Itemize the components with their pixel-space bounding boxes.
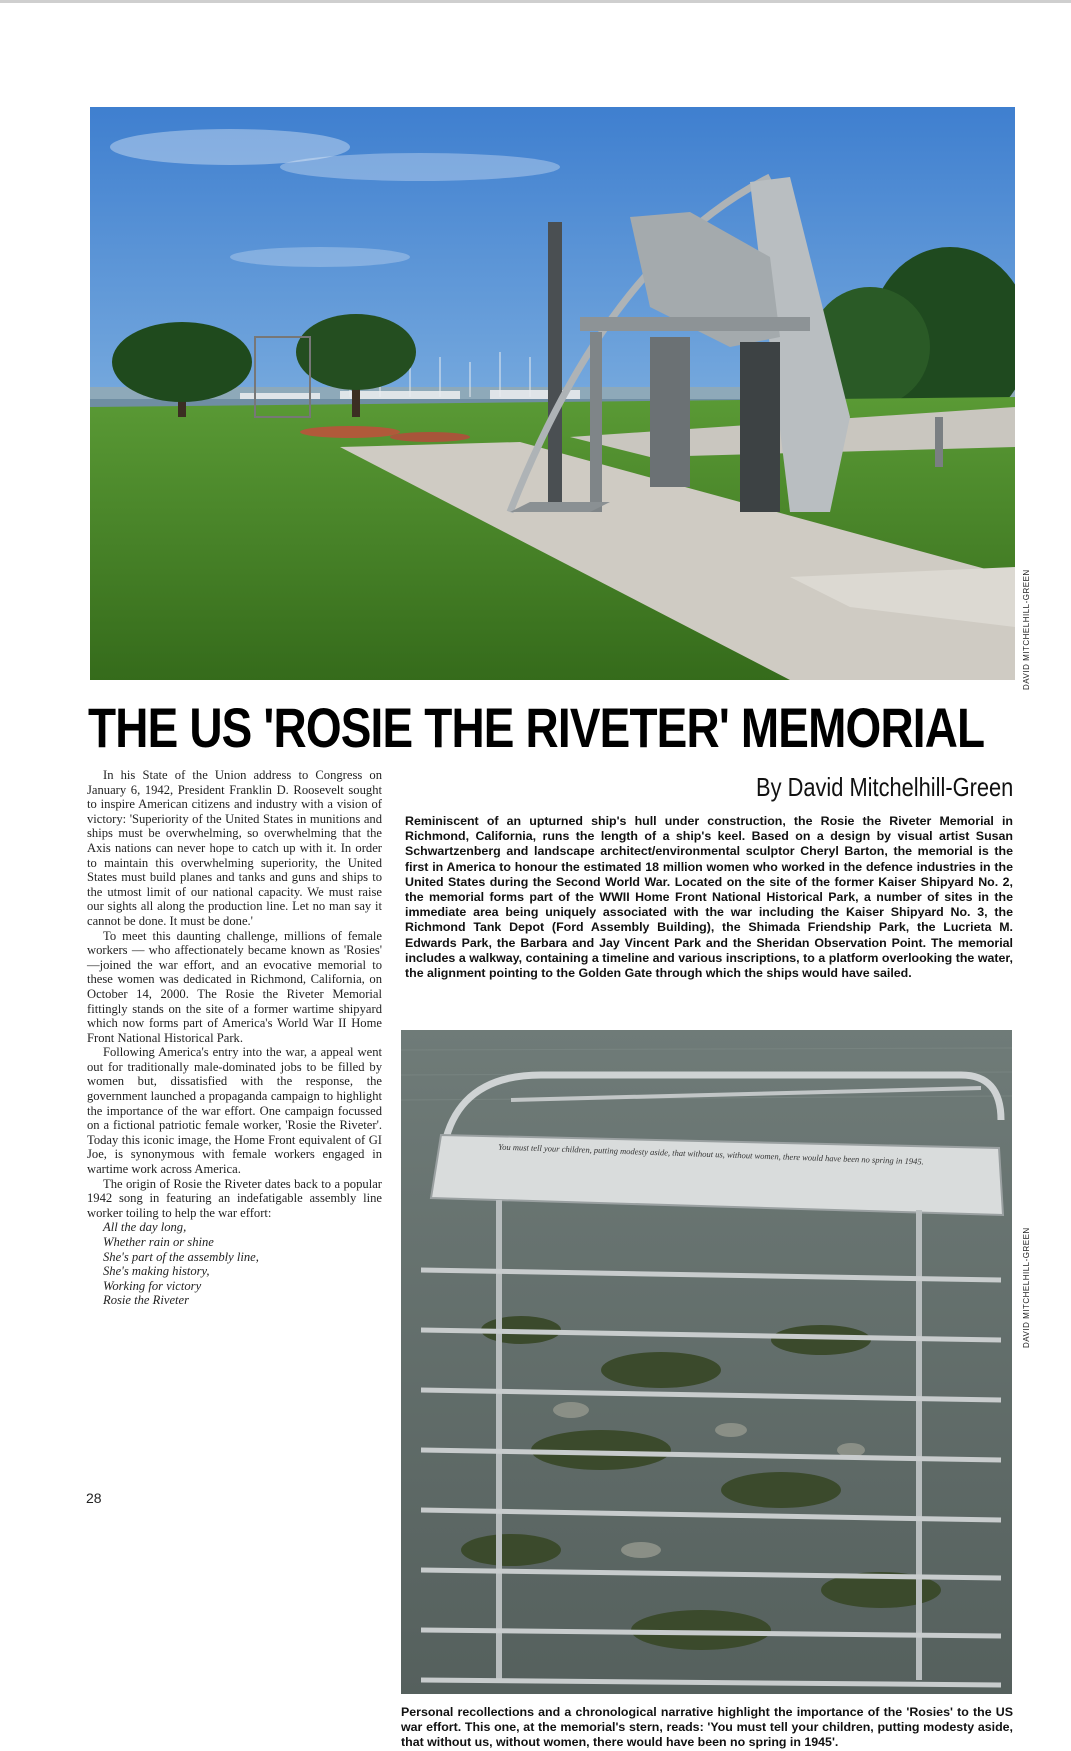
- body-paragraph: The origin of Rosie the Riveter dates back to a popular 1942 song in featuring an indefatigable assembly line worker toiling to help the war effort:: [87, 1176, 382, 1220]
- photo-credit-top: DAVID MITCHELHILL-GREEN: [1022, 569, 1031, 690]
- headline: THE US 'ROSIE THE RIVETER' MEMORIAL: [88, 696, 985, 759]
- body-paragraph: To meet this daunting challenge, millions of female workers — who affectionately became known as 'Rosies' —joined the war effort, and an evocative memorial to these women was dedicated in Richmond, California, on October 14, 2000. The Rosie the Riveter Memorial fittingly stands on the site of a former wartime shipyard which now forms part of America's World War II Home Front National Historical Park.: [87, 928, 382, 1045]
- article-body: [87, 768, 382, 1308]
- lyric-line: She's making history,: [103, 1264, 210, 1279]
- body-paragraph: Following America's entry into the war, a appeal went out for traditionally male-dominated jobs to be filled by women but, dissatisfied with the response, the government launched a propaganda campaign to highlight the importance of the war effort. One campaign focussed on a fictional patriotic female worker, 'Rosie the Riveter'. Today this iconic image, the Home Front equivalent of GI Joe, is synonymous with female workers engaged in wartime work across America.: [87, 1045, 382, 1177]
- lyric-line: Working for victory: [103, 1278, 202, 1293]
- lyric-line: Rosie the Riveter: [103, 1293, 190, 1308]
- plaque-photo: [401, 1030, 1012, 1694]
- page-number: 28: [86, 1490, 102, 1506]
- body-paragraph: In his State of the Union address to Congress on January 6, 1942, President Franklin D. Roosevelt sought to inspire American citizens and industry with a vision of victory: 'Superiority of the United States in munitions and ships must be overwhelming, so overwhelming that the Axis nations can never hope to catch up with it. In order to maintain this overwhelming superiority, the United States must build planes and tanks and guns and ships to the utmost limit of our national capacity. We must raise our sights all along the production line. Let no man say it cannot be done. It must be done.': [87, 768, 382, 928]
- lyric-line: She's part of the assembly line,: [103, 1249, 259, 1264]
- byline: By David Mitchelhill-Green: [755, 772, 1013, 802]
- plaque-inscription: You must tell your children, putting modesty aside, that without us, without women, there would have been no spring in 1945.: [498, 1141, 924, 1167]
- lyric-line: All the day long,: [103, 1220, 187, 1235]
- photo-credit-bottom: DAVID MITCHELHILL-GREEN: [1022, 1227, 1031, 1348]
- memorial-photo: [90, 107, 1015, 680]
- lyric-line: Whether rain or shine: [103, 1235, 214, 1249]
- caption-top: Reminiscent of an upturned ship's hull under construction, the Rosie the Riveter Memorial in Richmond, California, runs the length of a ship's keel. Based on a design by visual artist Susan Schwartzenberg and landscape architect/environmental sculptor Cheryl Barton, the memorial is the first in America to honour the estimated 18 million women who worked in the defence industries in the United States during the Second World War. Located on the site of the former Kaiser Shipyard No. 2, the memorial forms part of the WWII Home Front National Historical Park, a number of sites in the immediate area being uniquely associated with the war including the Kaiser Shipyard No. 3, the Richmond Tank Depot (Ford Assembly Building), the Shimada Friendship Park, the Lucrieta M. Edwards Park, the Barbara and Jay Vincent Park and the Sheridan Observation Point. The memorial includes a walkway, containing a timeline and various inscriptions, to a platform overlooking the water, the alignment pointing to the Golden Gate through which the ships would have sailed.: [405, 814, 1013, 981]
- page-top-edge: [0, 0, 1071, 3]
- song-lyrics: [103, 1220, 382, 1308]
- caption-bottom: Personal recollections and a chronological narrative highlight the importance of the 'Rosies' to the US war effort. This one, at the memorial's stern, reads: 'You must tell your children, putting modesty aside, that without us, without women, there would have been no spring in 1945'.: [401, 1705, 1013, 1750]
